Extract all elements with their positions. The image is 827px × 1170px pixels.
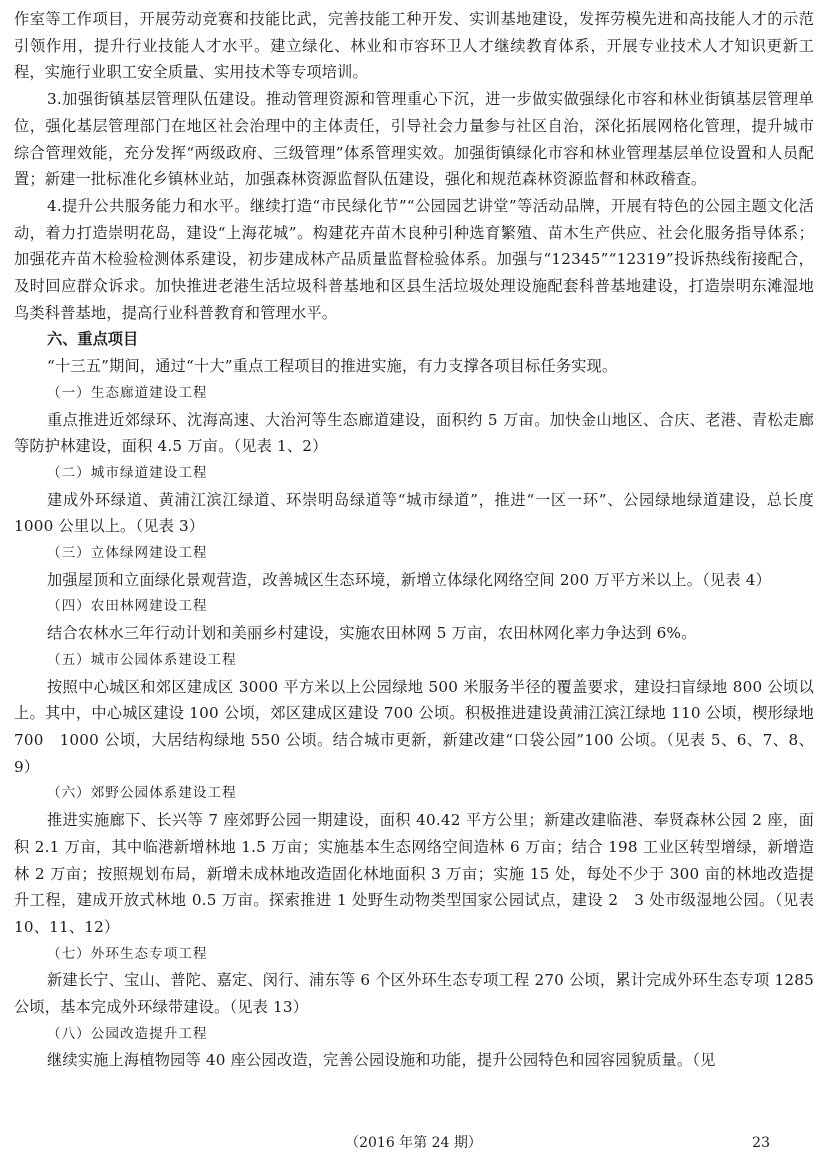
body-paragraph: 结合农林水三年行动计划和美丽乡村建设，实施农田林网 5 万亩，农田林网化率力争达到 6%。: [47, 624, 697, 643]
body-paragraph: 建成外环绿道、黄浦江滨江绿道、环崇明岛绿道等“城市绿道”，推进“一区一环”、公园绿地绿道建设，总长度 1000 公里以上。（见表 3）: [14, 490, 814, 536]
body-paragraph: 按照中心城区和郊区建成区 3000 平方米以上公园绿地 500 米服务半径的覆盖要求，建设扫盲绿地 800 公顷以上。其中，中心城区建设 100 公顷，郊区建成区建设 700 公顷。积极推进建设黄浦江滨江绿地 110 公顷，楔形绿地 700 1000 公顷，大居结构绿地 550 公顷。结合城市更新，新建改建“口袋公园”100 公顷。（见表 5、6、7、8、9）: [14, 677, 814, 776]
subsection-heading: （四）农田林网建设工程: [47, 598, 208, 615]
subsection-heading: （六）郊野公园体系建设工程: [47, 785, 237, 802]
body-paragraph: 加强屋顶和立面绿化景观营造，改善城区生态环境，新增立体绿化网络空间 200 万平方米以上。（见表 4）: [47, 570, 771, 589]
section-heading: 六、重点项目: [47, 330, 139, 349]
body-paragraph: 推进实施廊下、长兴等 7 座郊野公园一期建设，面积 40.42 平方公里；新建改建临港、奉贤森林公园 2 座，面积 2.1 万亩，其中临港新增林地 1.5 万亩；实施基本生态网络空间造林 6 万亩；结合 198 工业区转型增绿，新增造林 2 万亩；按照规划布局，新增未成林地改造固化林地面积 3 万亩；实施 15 处，每处不少于 300 亩的林地改造提升工程，建成开放式林地 0.5 万亩。探索推进 1 处野生动物类型国家公园试点，建设 2 3 处市级湿地公园。（见表 10、11、12）: [14, 811, 814, 936]
body-paragraph: 新建长宁、宝山、普陀、嘉定、闵行、浦东等 6 个区外环生态专项工程 270 公顷，累计完成外环生态专项 1285 公顷，基本完成外环绿带建设。（见表 13）: [14, 971, 814, 1017]
body-paragraph: 3.加强街镇基层管理队伍建设。推动管理资源和管理重心下沉，进一步做实做强绿化市容和林业街镇基层管理单位，强化基层管理部门在地区社会治理中的主体责任，引导社会力量参与社区自治，深化拓展网格化管理，提升城市综合管理效能，充分发挥“两级政府、三级管理”体系管理实效。加强街镇绿化市容和林业管理基层单位设置和人员配置；新建一批标准化乡镇林业站，加强森林资源监督队伍建设，强化和规范森林资源监督和林政稽查。: [14, 90, 814, 189]
subsection-heading: （一）生态廊道建设工程: [47, 384, 208, 401]
subsection-heading: （三）立体绿网建设工程: [47, 545, 208, 562]
subsection-heading: （二）城市绿道建设工程: [47, 464, 208, 481]
body-paragraph: 4.提升公共服务能力和水平。继续打造“市民绿化节”“公园园艺讲堂”等活动品牌，开展有特色的公园主题文化活动，着力打造崇明花岛，建设“上海花城”。构建花卉苗木良种引种选育繁殖、苗木生产供应、社会化服务指导体系；加强花卉苗木检验检测体系建设，初步建成林产品质量监督检验体系。加强与“12345”“12319”投诉热线衔接配合，及时回应群众诉求。加快推进老港生活垃圾科普基地和区县生活垃圾处理设施配套科普基地建设，打造崇明东滩湿地鸟类科普基地，提高行业科普教育和管理水平。: [14, 196, 814, 322]
subsection-heading: （八）公园改造提升工程: [47, 1025, 208, 1042]
body-paragraph: 作室等工作项目，开展劳动竞赛和技能比武，完善技能工种开发、实训基地建设，发挥劳模先进和高技能人才的示范引领作用，提升行业技能人才水平。建立绿化、林业和市容环卫人才继续教育体系，开展专业技术人才知识更新工程，实施行业职工安全质量、实用技术等专项培训。: [14, 10, 814, 82]
page-number: 23: [752, 1135, 770, 1151]
body-paragraph: 继续实施上海植物园等 40 座公园改造，完善公园设施和功能，提升公园特色和园容园貌质量。（见: [47, 1051, 716, 1070]
subsection-heading: （五）城市公园体系建设工程: [47, 651, 237, 668]
issue-label: （2016 年第 24 期）: [345, 1135, 482, 1151]
subsection-heading: （七）外环生态专项工程: [47, 945, 208, 962]
document-body: [14, 6, 814, 1074]
page-footer: [0, 1131, 827, 1155]
body-paragraph: 重点推进近郊绿环、沈海高速、大治河等生态廊道建设，面积约 5 万亩。加快金山地区、合庆、老港、青松走廊等防护林建设，面积 4.5 万亩。（见表 1、2）: [14, 410, 814, 456]
body-paragraph: “十三五”期间，通过“十大”重点工程项目的推进实施，有力支撑各项目标任务实现。: [47, 357, 618, 376]
